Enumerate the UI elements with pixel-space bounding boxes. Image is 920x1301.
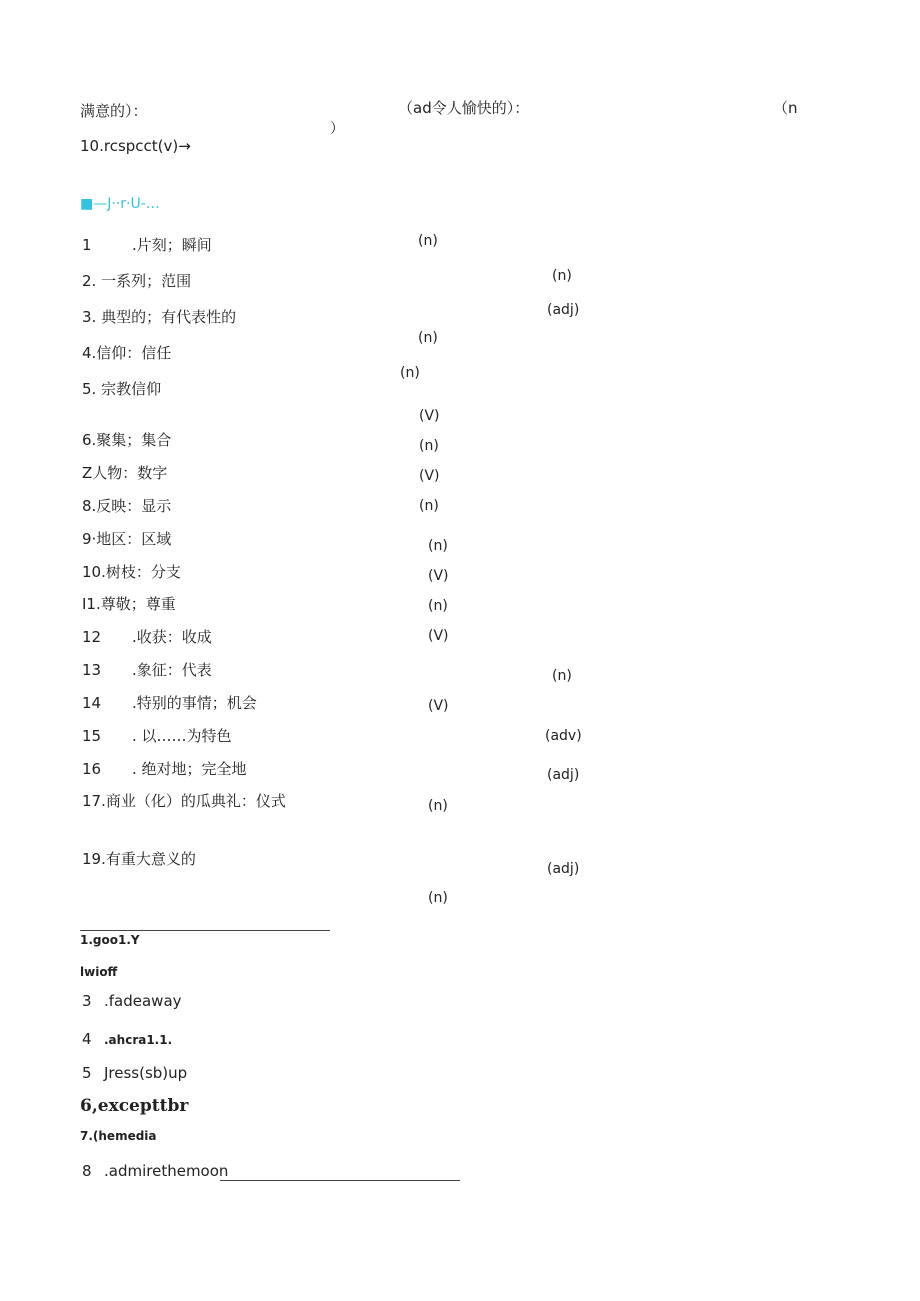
- top-left-text: 满意的）：: [80, 102, 148, 120]
- pos-label: (V): [428, 628, 449, 644]
- answer-blank-line[interactable]: [220, 1180, 460, 1181]
- pos-label: (n): [418, 233, 438, 249]
- vocab-num: 14: [82, 694, 102, 712]
- phrase-num: 8: [82, 1162, 92, 1180]
- pos-label: (adj): [547, 302, 580, 318]
- vocab-item: 6.聚集；集合: [82, 431, 172, 449]
- vocab-item: [82, 692, 257, 713]
- vocab-text: .象征：代表: [132, 661, 212, 679]
- vocab-num: 12: [82, 628, 102, 646]
- vocab-item: [82, 758, 247, 779]
- pos-label: (adj): [547, 767, 580, 783]
- pos-label: (V): [428, 698, 449, 714]
- pos-label: (n): [552, 668, 572, 684]
- vocab-num: 15: [82, 727, 102, 745]
- phrase-item: 7.(hemedia: [80, 1129, 157, 1143]
- phrase-text: .fadeaway: [104, 992, 182, 1010]
- vocab-num: 13: [82, 661, 102, 679]
- phrase-item: 1.goo1.Y: [80, 933, 140, 947]
- vocab-item: Z人物：数字: [82, 464, 168, 482]
- pos-label: (adv): [545, 728, 582, 744]
- phrase-num: 5: [82, 1064, 92, 1082]
- vocab-item: 10.树枝：分支: [82, 563, 181, 581]
- pos-label: (V): [428, 568, 449, 584]
- pos-label: (V): [419, 408, 440, 424]
- vocab-item: 8.反映：显示: [82, 497, 172, 515]
- vocab-text: . 以……为特色: [132, 727, 232, 745]
- pos-label: (n): [428, 798, 448, 814]
- top-right-text: （n: [773, 99, 798, 117]
- vocab-item: 3. 典型的；有代表性的: [82, 308, 237, 326]
- pos-label: (n): [428, 598, 448, 614]
- vocab-item: [82, 234, 212, 255]
- vocab-text: .片刻；瞬间: [132, 236, 212, 254]
- phrase-item: [82, 992, 182, 1010]
- pos-label: (n): [400, 365, 420, 381]
- phrase-item: [82, 1162, 228, 1180]
- vocab-text: .特别的事情；机会: [132, 694, 257, 712]
- phrase-item: 6,excepttbr: [80, 1096, 189, 1116]
- vocab-num: 1: [82, 236, 92, 254]
- divider-line: [80, 930, 330, 931]
- pos-label: (n): [428, 890, 448, 906]
- vocab-item: 5. 宗教信仰: [82, 380, 162, 398]
- pos-label: (adj): [547, 861, 580, 877]
- phrase-num: 4: [82, 1030, 92, 1048]
- vocab-item: 2. 一系列；范围: [82, 272, 192, 290]
- phrase-item: [82, 1029, 172, 1048]
- phrase-item: lwioff: [80, 965, 118, 979]
- pos-label: (n): [552, 268, 572, 284]
- pos-label: (V): [419, 468, 440, 484]
- section-heading: ■—J··r·U-…: [80, 196, 160, 212]
- vocab-item: 17.商业（化）的瓜典礼：仪式: [82, 792, 286, 810]
- phrase-item: [82, 1064, 187, 1082]
- vocab-text: .收获：收成: [132, 628, 212, 646]
- vocab-text: . 绝对地；完全地: [132, 760, 247, 778]
- vocab-item: I1.尊敬；尊重: [82, 595, 176, 613]
- phrase-text: Jress(sb)up: [104, 1064, 188, 1082]
- vocab-item: 9·地区：区域: [82, 530, 172, 548]
- top-paren: ）: [330, 121, 344, 137]
- vocab-item: [82, 659, 212, 680]
- vocab-item: 19.有重大意义的: [82, 850, 196, 868]
- phrase-text: .ahcra1.1.: [104, 1033, 173, 1047]
- phrase-text: .admirethemoon: [104, 1162, 229, 1180]
- vocab-item: 4.信仰：信任: [82, 344, 172, 362]
- vocab-num: 16: [82, 760, 102, 778]
- vocab-item: [82, 626, 212, 647]
- pos-label: (n): [419, 498, 439, 514]
- phrase-num: 3: [82, 992, 92, 1010]
- top-mid-text: （ad令人愉快的）：: [398, 99, 530, 117]
- pos-label: (n): [419, 438, 439, 454]
- pos-label: (n): [428, 538, 448, 554]
- vocab-item: [82, 725, 232, 746]
- respect-line: 10.rcspcct(v)→: [80, 137, 191, 155]
- pos-label: (n): [418, 330, 438, 346]
